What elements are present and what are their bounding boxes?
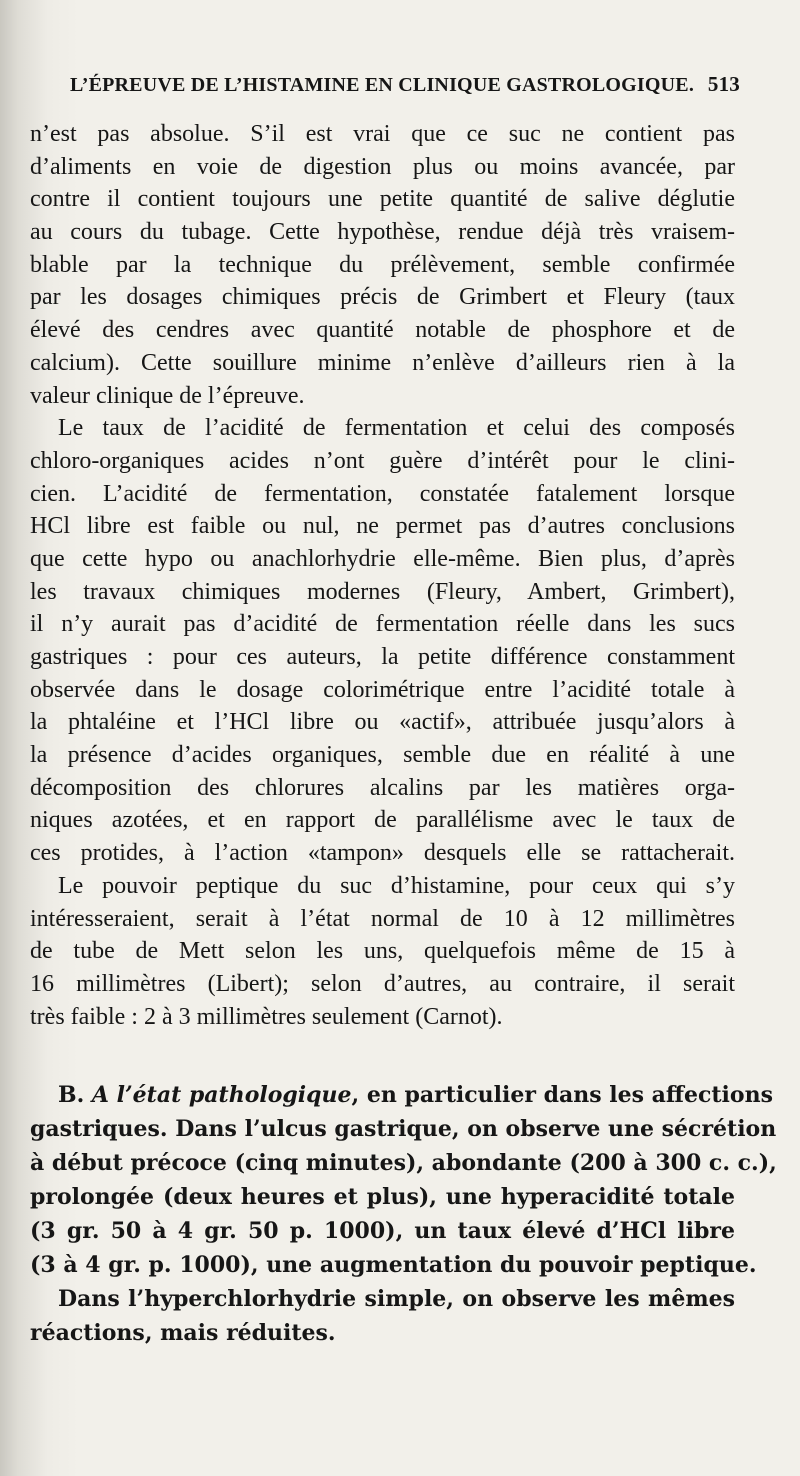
text-line: observée dans le dosage colorimétrique entre l’acidité totale à [30, 676, 735, 703]
text-line: il n’y aurait pas d’acidité de fermentation réelle dans les sucs [30, 611, 735, 638]
text-line: HCl libre est faible ou nul, ne permet pas d’autres conclusions [30, 513, 735, 540]
text-line: intéresseraient, serait à l’état normal de 10 à 12 millimètres [30, 905, 735, 932]
text-line: calcium). Cette souillure minime n’enlève d’ailleurs rien à la [30, 349, 735, 376]
text-line: Dans l’hyperchlorhydrie simple, on observe les mêmes [58, 1286, 735, 1312]
section-heading-line [30, 1078, 773, 1112]
body-text-section-2 [30, 1078, 777, 1350]
text-line: n’est pas absolue. S’il est vrai que ce suc ne contient pas [30, 121, 735, 147]
text-line: à début précoce (cinq minutes), abondante (200 à 300 c. c.), [30, 1150, 777, 1176]
text-line: cien. L’acidité de fermentation, constatée fatalement lorsque [30, 480, 735, 507]
text-line: très faible : 2 à 3 millimètres seulement (Carnot). [30, 1003, 503, 1030]
text-line: valeur clinique de l’épreuve. [30, 382, 305, 409]
text-line: niques azotées, et en rapport de parallélisme avec le taux de [30, 807, 735, 834]
text-line: Le pouvoir peptique du suc d’histamine, pour ceux qui s’y [58, 872, 735, 899]
text-line: 16 millimètres (Libert); selon d’autres, au contraire, il serait [30, 970, 735, 997]
text-line: réactions, mais réduites. [30, 1320, 336, 1346]
section-heading-continuation: , en particulier dans les affections [351, 1082, 773, 1108]
text-line: d’aliments en voie de digestion plus ou moins avancée, par [30, 153, 735, 180]
text-line: gastriques : pour ces auteurs, la petite différence constamment [30, 644, 735, 670]
text-line: Le taux de l’acidité de fermentation et celui des composés [58, 415, 735, 442]
text-line: la présence d’acides organiques, semble due en réalité à une [30, 742, 735, 769]
text-line: blable par la technique du prélèvement, semble confirmée [30, 251, 735, 278]
running-title: L’ÉPREUVE DE L’HISTAMINE EN CLINIQUE GASTROLOGIQUE. [70, 74, 695, 96]
text-line: gastriques. Dans l’ulcus gastrique, on observe une sécrétion [30, 1116, 777, 1142]
text-line: prolongée (deux heures et plus), une hyperacidité totale [30, 1184, 735, 1210]
text-line: au cours du tubage. Cette hypothèse, rendue déjà très vraisem- [30, 219, 735, 246]
page-number: 513 [707, 72, 740, 96]
text-line: chloro-organiques acides n’ont guère d’intérêt pour le clini- [30, 447, 735, 474]
text-line: de tube de Mett selon les uns, quelquefois même de 15 à [30, 938, 735, 965]
text-line: ces protides, à l’action «tampon» desquels elle se rattacherait. [30, 840, 735, 867]
running-header [70, 72, 740, 97]
section-label: B. [58, 1082, 92, 1108]
text-line: élevé des cendres avec quantité notable de phosphore et de [30, 317, 735, 344]
text-line: décomposition des chlorures alcalins par les matières orga- [30, 774, 735, 801]
text-line: contre il contient toujours une petite quantité de salive déglutie [30, 186, 735, 213]
section-heading: A l’état pathologique [91, 1082, 352, 1108]
text-line: par les dosages chimiques précis de Grimbert et Fleury (taux [30, 284, 735, 311]
text-line: (3 gr. 50 à 4 gr. 50 p. 1000), un taux élevé d’HCl libre [30, 1218, 735, 1244]
text-line: que cette hypo ou anachlorhydrie elle-même. Bien plus, d’après [30, 545, 735, 572]
text-line: la phtaléine et l’HCl libre ou «actif», attribuée jusqu’alors à [30, 709, 735, 736]
body-text-section-1 [30, 118, 735, 1033]
text-line: (3 à 4 gr. p. 1000), une augmentation du pouvoir peptique. [30, 1252, 757, 1278]
text-line: les travaux chimiques modernes (Fleury, Ambert, Grimbert), [30, 578, 735, 605]
